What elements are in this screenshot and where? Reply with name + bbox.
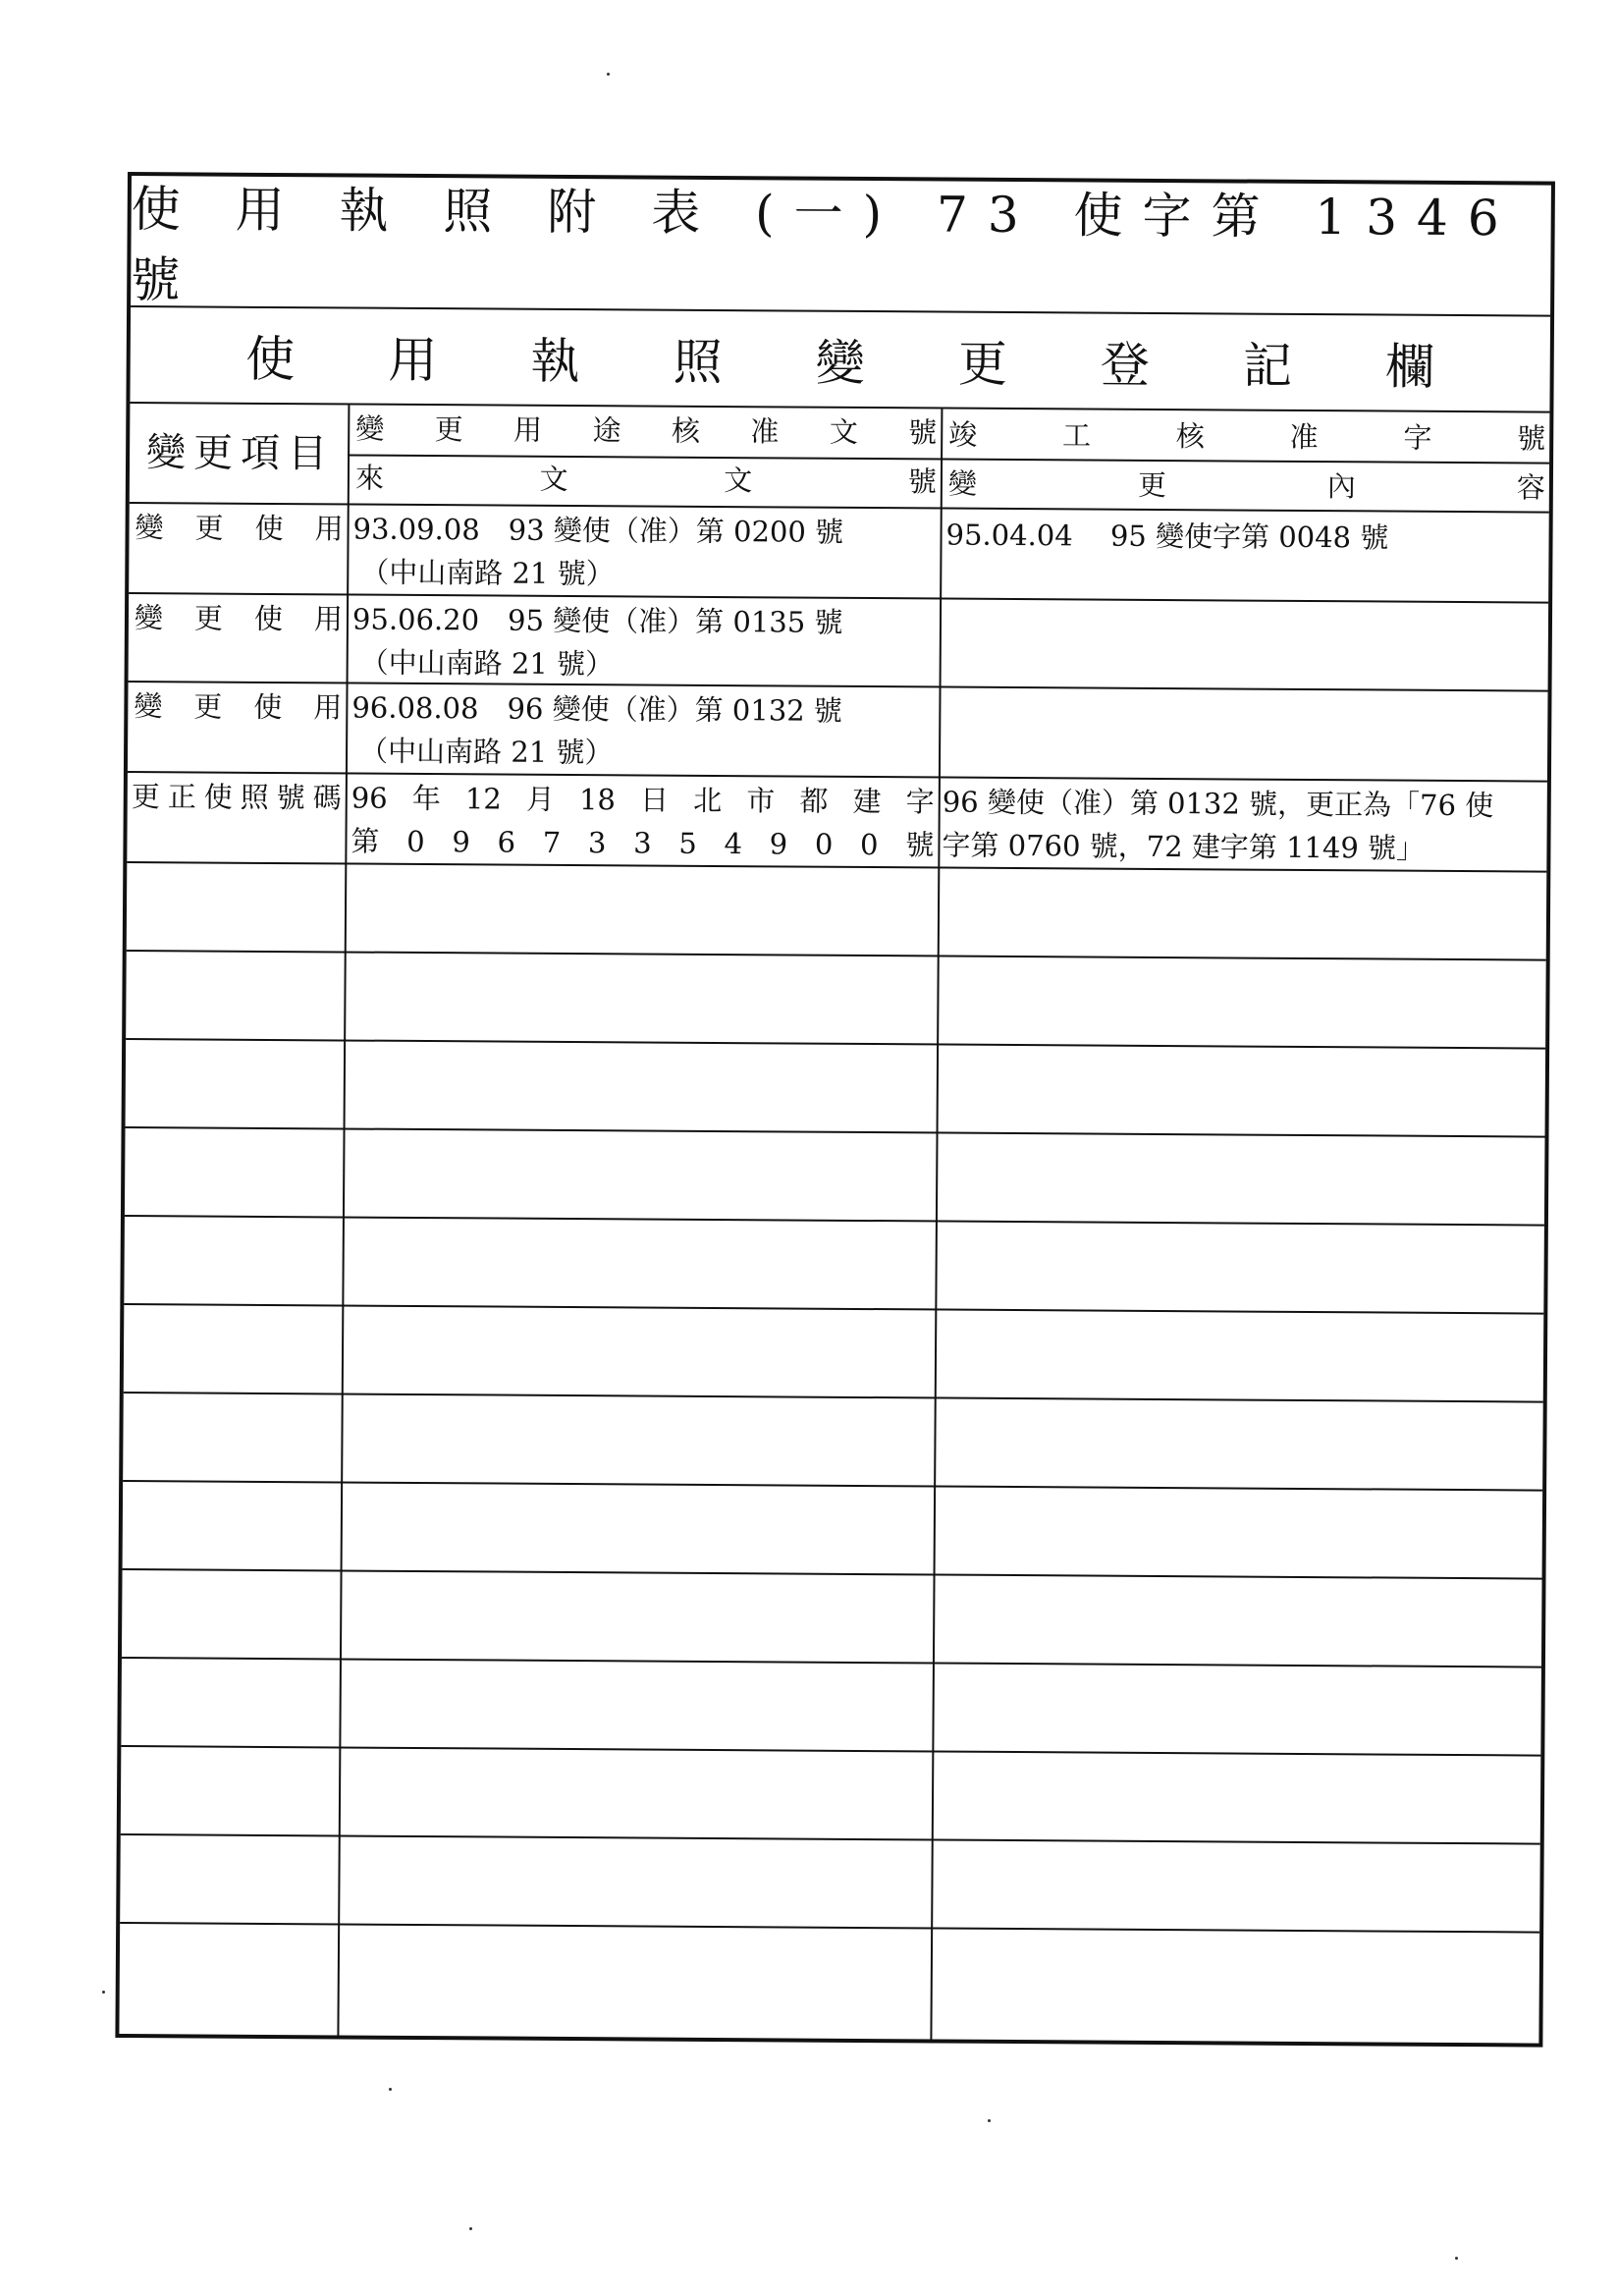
doc-char: 年 xyxy=(411,781,441,816)
header-char: 准 xyxy=(750,414,780,449)
item-char: 更 xyxy=(194,511,224,545)
doc-char: 北 xyxy=(693,783,723,818)
subtitle-char: 變 xyxy=(815,334,865,392)
header-char: 容 xyxy=(1516,470,1545,505)
row-change-content xyxy=(945,514,1546,561)
item-char: 碼 xyxy=(312,781,342,815)
header-char: 准 xyxy=(1289,419,1319,455)
item-char: 更 xyxy=(131,780,160,814)
item-char: 使 xyxy=(203,780,233,814)
row-incoming-document xyxy=(351,686,938,777)
subtitle-char: 執 xyxy=(530,332,580,391)
item-char: 用 xyxy=(314,512,344,546)
doc-char: 18 xyxy=(578,783,617,817)
item-char: 使 xyxy=(253,601,284,636)
row-divider xyxy=(126,1038,1545,1050)
change-registration-form xyxy=(115,172,1555,2048)
row-incoming-document xyxy=(352,598,939,688)
header-char: 來 xyxy=(354,461,385,495)
content-line: 95.04.04 95 變使字第 0048 號 xyxy=(945,518,1389,555)
document-line: 93.09.08 93 變使（准）第 0200 號 xyxy=(352,512,844,549)
document-line: （中山南路 21 號） xyxy=(359,645,615,682)
subtitle-char: 用 xyxy=(388,331,438,390)
item-char: 使 xyxy=(254,511,284,546)
header-incoming-document xyxy=(355,457,937,504)
header-char: 核 xyxy=(671,413,701,448)
item-char: 正 xyxy=(167,780,196,814)
form-subtitle xyxy=(130,307,1550,413)
row-change-item xyxy=(134,684,342,729)
scan-speck xyxy=(1455,2257,1458,2260)
subtitle-char: 使 xyxy=(245,330,296,389)
header-approval-number xyxy=(355,408,937,455)
row-change-content xyxy=(942,781,1547,871)
item-char: 變 xyxy=(135,511,164,545)
header-char: 變 xyxy=(355,411,385,446)
doc-char: 4 xyxy=(724,827,743,861)
document-line: （中山南路 21 號） xyxy=(360,555,615,591)
header-char: 號 xyxy=(908,415,938,450)
row-divider xyxy=(122,1657,1541,1668)
doc-char: 0 xyxy=(859,827,879,862)
header-char: 核 xyxy=(1175,419,1205,454)
doc-char: 建 xyxy=(852,784,882,819)
row-incoming-document-line2 xyxy=(351,820,934,867)
row-divider xyxy=(127,950,1546,961)
row-divider xyxy=(121,1833,1540,1845)
row-change-item xyxy=(135,506,343,550)
row-incoming-document-line1 xyxy=(351,777,935,824)
doc-char: 都 xyxy=(799,784,829,818)
scan-speck xyxy=(607,73,610,76)
content-line: 96 變使（准）第 0132 號，更正為「76 使 xyxy=(942,785,1494,823)
row-divider xyxy=(121,1745,1540,1757)
item-char: 變 xyxy=(134,689,163,724)
subtitle-char: 欄 xyxy=(1384,338,1435,396)
doc-char: 月 xyxy=(525,782,556,816)
doc-char: 3 xyxy=(633,826,652,860)
header-char: 文 xyxy=(829,414,858,449)
header-char: 內 xyxy=(1326,469,1357,504)
subtitle-char: 登 xyxy=(1100,336,1151,394)
item-char: 用 xyxy=(313,602,344,636)
subtitle-char: 照 xyxy=(673,333,723,392)
doc-char: 第 xyxy=(351,824,380,858)
document-line: 95.06.20 95 變使（准）第 0135 號 xyxy=(351,602,843,639)
item-char: 更 xyxy=(193,601,224,635)
doc-char: 96 xyxy=(351,781,388,815)
header-char: 號 xyxy=(907,465,938,499)
subtitle-char: 更 xyxy=(957,335,1008,393)
form-title: 使 用 執 照 附 表 (一) 73 使字第 1346 號 xyxy=(131,176,1551,317)
doc-char: 7 xyxy=(542,825,562,859)
doc-char: 9 xyxy=(452,825,470,859)
document-line: （中山南路 21 號） xyxy=(358,734,614,770)
row-divider xyxy=(124,1392,1543,1403)
item-char: 號 xyxy=(276,781,305,815)
row-divider xyxy=(123,1568,1542,1580)
header-completion-number xyxy=(948,413,1545,461)
doc-char: 6 xyxy=(497,825,516,859)
header-char: 文 xyxy=(539,462,568,496)
header-char: 工 xyxy=(1061,418,1092,453)
item-char: 使 xyxy=(253,689,283,725)
item-char: 更 xyxy=(193,689,223,724)
row-divider xyxy=(124,1303,1543,1315)
scan-speck xyxy=(102,1991,105,1994)
header-change-item: 變更項目 xyxy=(145,430,336,477)
item-char: 照 xyxy=(240,780,269,814)
row-incoming-document xyxy=(352,508,939,598)
column-divider xyxy=(337,405,350,2039)
header-char: 途 xyxy=(592,413,621,448)
row-divider xyxy=(123,1480,1542,1492)
header-char: 用 xyxy=(512,412,543,447)
doc-char: 5 xyxy=(678,826,697,860)
scan-speck xyxy=(988,2119,991,2122)
scan-speck xyxy=(469,2227,472,2230)
header-char: 號 xyxy=(1517,421,1546,456)
row-divider xyxy=(126,1126,1545,1138)
row-change-item xyxy=(135,596,343,640)
header-char: 竣 xyxy=(948,417,978,452)
doc-char: 號 xyxy=(905,828,935,862)
doc-char: 字 xyxy=(905,785,935,819)
row-divider xyxy=(120,1922,1539,1934)
content-line: 字第 0760 號，72 建字第 1149 號」 xyxy=(942,828,1426,865)
doc-char: 日 xyxy=(639,783,670,817)
doc-char: 0 xyxy=(814,827,834,861)
row-divider xyxy=(125,1215,1544,1227)
header-char: 變 xyxy=(947,466,978,501)
doc-char: 市 xyxy=(746,784,776,818)
document-line: 96.08.08 96 變使（准）第 0132 號 xyxy=(351,690,842,728)
header-char: 更 xyxy=(1137,467,1167,503)
header-char: 文 xyxy=(724,464,753,498)
doc-char: 3 xyxy=(587,826,607,860)
header-char: 字 xyxy=(1403,420,1432,455)
row-change-item xyxy=(132,775,342,819)
item-char: 變 xyxy=(134,601,164,635)
item-char: 用 xyxy=(313,690,343,725)
header-char: 更 xyxy=(434,412,463,447)
scan-speck xyxy=(389,2088,392,2091)
doc-char: 12 xyxy=(464,782,502,816)
header-change-content xyxy=(948,463,1545,510)
doc-char: 0 xyxy=(406,824,425,859)
doc-char: 9 xyxy=(769,827,788,861)
subtitle-char: 記 xyxy=(1242,337,1293,395)
